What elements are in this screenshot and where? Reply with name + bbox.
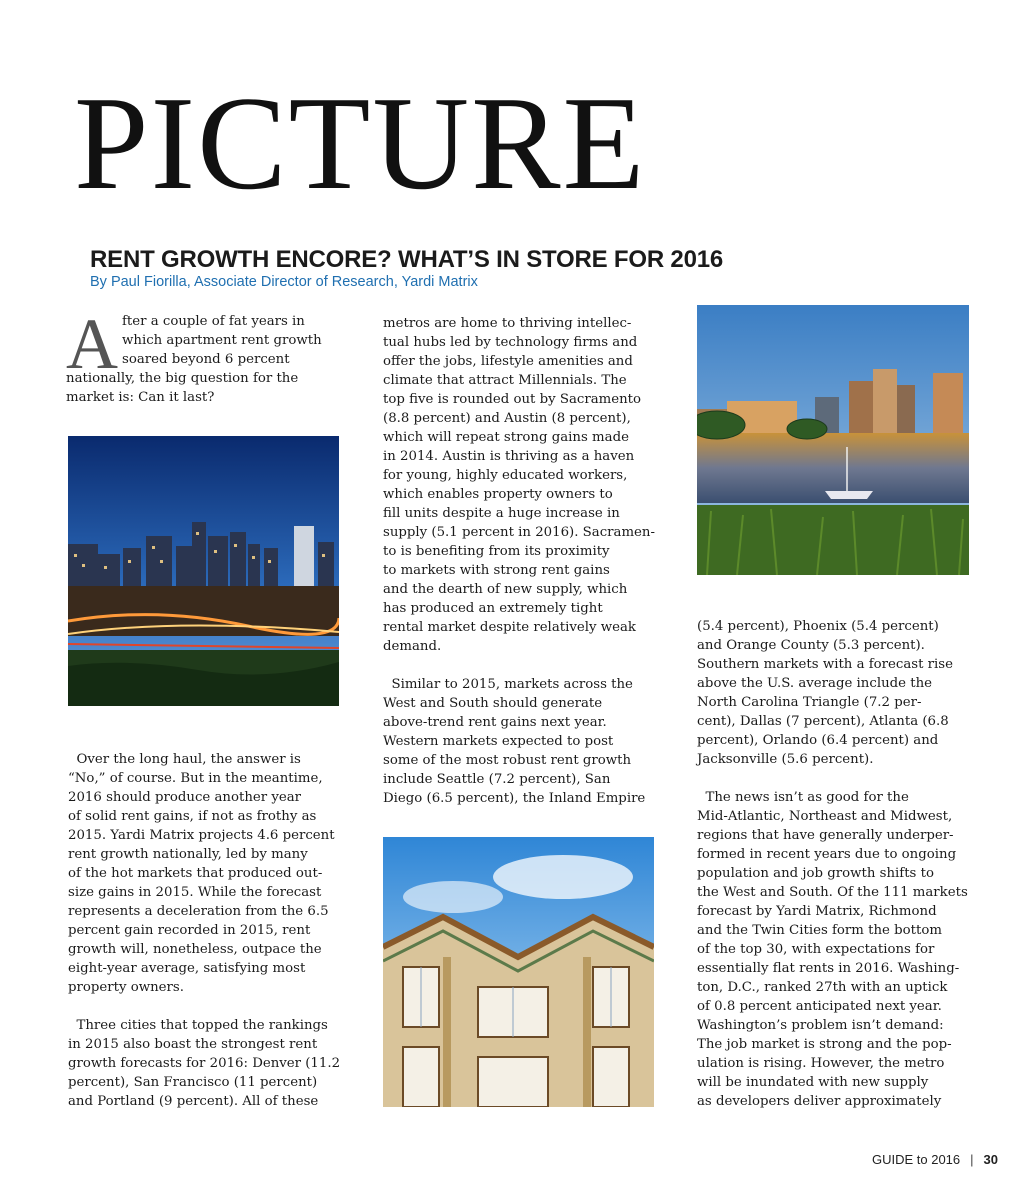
text-line: of 0.8 percent anticipated next year. xyxy=(697,999,942,1014)
text-line: and Orange County (5.3 percent). xyxy=(697,638,925,653)
page-footer xyxy=(872,1152,998,1167)
text-line: ton, D.C., ranked 27th with an uptick xyxy=(697,980,948,995)
text-line: has produced an extremely tight xyxy=(383,601,603,616)
text-line: which will repeat strong gains made xyxy=(383,430,629,445)
article-intro xyxy=(66,312,356,407)
text-line: of the hot markets that produced out- xyxy=(68,866,323,881)
text-line: as developers deliver approximately xyxy=(697,1094,942,1109)
text-line: growth forecasts for 2016: Denver (11.2 xyxy=(68,1056,341,1071)
article-column-3 xyxy=(697,617,977,1111)
text-line: property owners. xyxy=(68,980,184,995)
text-line: forecast by Yardi Matrix, Richmond xyxy=(697,904,937,919)
text-line: percent), Orlando (6.4 percent) and xyxy=(697,733,939,748)
text-line: of the top 30, with expectations for xyxy=(697,942,935,957)
text-line: climate that attract Millennials. The xyxy=(383,373,627,388)
text-line: some of the most robust rent growth xyxy=(383,753,632,768)
text-line: eight-year average, satisfying most xyxy=(68,961,306,976)
article-column-1 xyxy=(68,750,348,1111)
text-line: (5.4 percent), Phoenix (5.4 percent) xyxy=(697,619,939,634)
text-line: rent growth nationally, led by many xyxy=(68,847,308,862)
text-line: demand. xyxy=(383,639,442,654)
drop-cap: A xyxy=(66,304,118,384)
text-line: supply (5.1 percent in 2016). Sacramen- xyxy=(383,525,655,540)
text-line: Over the long haul, the answer is xyxy=(68,752,301,767)
text-line: 2016 should produce another year xyxy=(68,790,302,805)
text-line: and the dearth of new supply, which xyxy=(383,582,628,597)
text-line: tual hubs led by technology firms and xyxy=(383,335,638,350)
intro-line: nationally, the big question for the xyxy=(66,371,299,386)
text-line: metros are home to thriving intellec- xyxy=(383,316,632,331)
text-line: fill units despite a huge increase in xyxy=(383,506,620,521)
intro-line: fter a couple of fat years in xyxy=(122,314,305,329)
footer-guide-label: GUIDE to 2016 xyxy=(871,1152,961,1167)
text-line: which enables property owners to xyxy=(383,487,613,502)
text-line: Washington’s problem isn’t demand: xyxy=(697,1018,944,1033)
text-line: 2015. Yardi Matrix projects 4.6 percent xyxy=(68,828,335,843)
text-line: North Carolina Triangle (7.2 per- xyxy=(697,695,922,710)
text-line: growth will, nonetheless, outpace the xyxy=(68,942,322,957)
intro-line: market is: Can it last? xyxy=(66,390,215,405)
text-line: percent), San Francisco (11 percent) xyxy=(68,1075,318,1090)
text-line: Three cities that topped the rankings xyxy=(68,1018,328,1033)
text-line: formed in recent years due to ongoing xyxy=(697,847,957,862)
text-line: offer the jobs, lifestyle amenities and xyxy=(383,354,633,369)
text-line: for young, highly educated workers, xyxy=(383,468,628,483)
text-line: Similar to 2015, markets across the xyxy=(383,677,633,692)
paragraph-gap xyxy=(697,769,977,788)
text-line: cent), Dallas (7 percent), Atlanta (6.8 xyxy=(697,714,949,729)
text-line: top five is rounded out by Sacramento xyxy=(383,392,642,407)
page-number: 30 xyxy=(983,1152,998,1167)
text-line: West and South should generate xyxy=(383,696,603,711)
text-line: in 2015 also boast the strongest rent xyxy=(68,1037,318,1052)
text-line: Jacksonville (5.6 percent). xyxy=(697,752,874,767)
text-line: Diego (6.5 percent), the Inland Empire xyxy=(383,791,646,806)
masthead: PICTURE xyxy=(74,69,647,217)
text-line: and Portland (9 percent). All of these xyxy=(68,1094,319,1109)
text-line: of solid rent gains, if not as frothy as xyxy=(68,809,317,824)
text-line: will be inundated with new supply xyxy=(697,1075,929,1090)
article-byline: By Paul Fiorilla, Associate Director of Research, Yardi Matrix xyxy=(90,274,478,290)
text-line: to is benefiting from its proximity xyxy=(383,544,610,559)
text-line: Southern markets with a forecast rise xyxy=(697,657,953,672)
text-line: regions that have generally underper- xyxy=(697,828,954,843)
text-line: represents a deceleration from the 6.5 xyxy=(68,904,329,919)
text-line: above-trend rent gains next year. xyxy=(383,715,607,730)
text-line: The job market is strong and the pop- xyxy=(697,1037,952,1052)
text-line: to markets with strong rent gains xyxy=(383,563,610,578)
sacramento-waterfront-photo xyxy=(697,305,969,575)
footer-separator: | xyxy=(970,1152,974,1167)
article-headline: RENT GROWTH ENCORE? WHAT’S IN STORE FOR 2016 xyxy=(90,246,724,273)
text-line: The news isn’t as good for the xyxy=(697,790,909,805)
text-line: percent gain recorded in 2015, rent xyxy=(68,923,311,938)
text-line: the West and South. Of the 111 markets xyxy=(697,885,968,900)
text-line: and the Twin Cities form the bottom xyxy=(697,923,942,938)
intro-line: soared beyond 6 percent xyxy=(122,352,290,367)
paragraph-gap xyxy=(383,656,663,675)
text-line: Western markets expected to post xyxy=(383,734,614,749)
text-line: above the U.S. average include the xyxy=(697,676,933,691)
text-line: Mid-Atlantic, Northeast and Midwest, xyxy=(697,809,953,824)
text-line: in 2014. Austin is thriving as a haven xyxy=(383,449,635,464)
denver-skyline-photo xyxy=(68,436,339,706)
paragraph-gap xyxy=(68,997,348,1016)
text-line: population and job growth shifts to xyxy=(697,866,934,881)
text-line: rental market despite relatively weak xyxy=(383,620,636,635)
article-column-2 xyxy=(383,314,663,808)
text-line: include Seattle (7.2 percent), San xyxy=(383,772,611,787)
text-line: (8.8 percent) and Austin (8 percent), xyxy=(383,411,631,426)
text-line: size gains in 2015. While the forecast xyxy=(68,885,322,900)
victorian-building-photo xyxy=(383,837,654,1107)
text-line: essentially flat rents in 2016. Washing- xyxy=(697,961,960,976)
text-line: ulation is rising. However, the metro xyxy=(697,1056,945,1071)
intro-line: which apartment rent growth xyxy=(122,333,322,348)
text-line: “No,” of course. But in the meantime, xyxy=(68,771,323,786)
